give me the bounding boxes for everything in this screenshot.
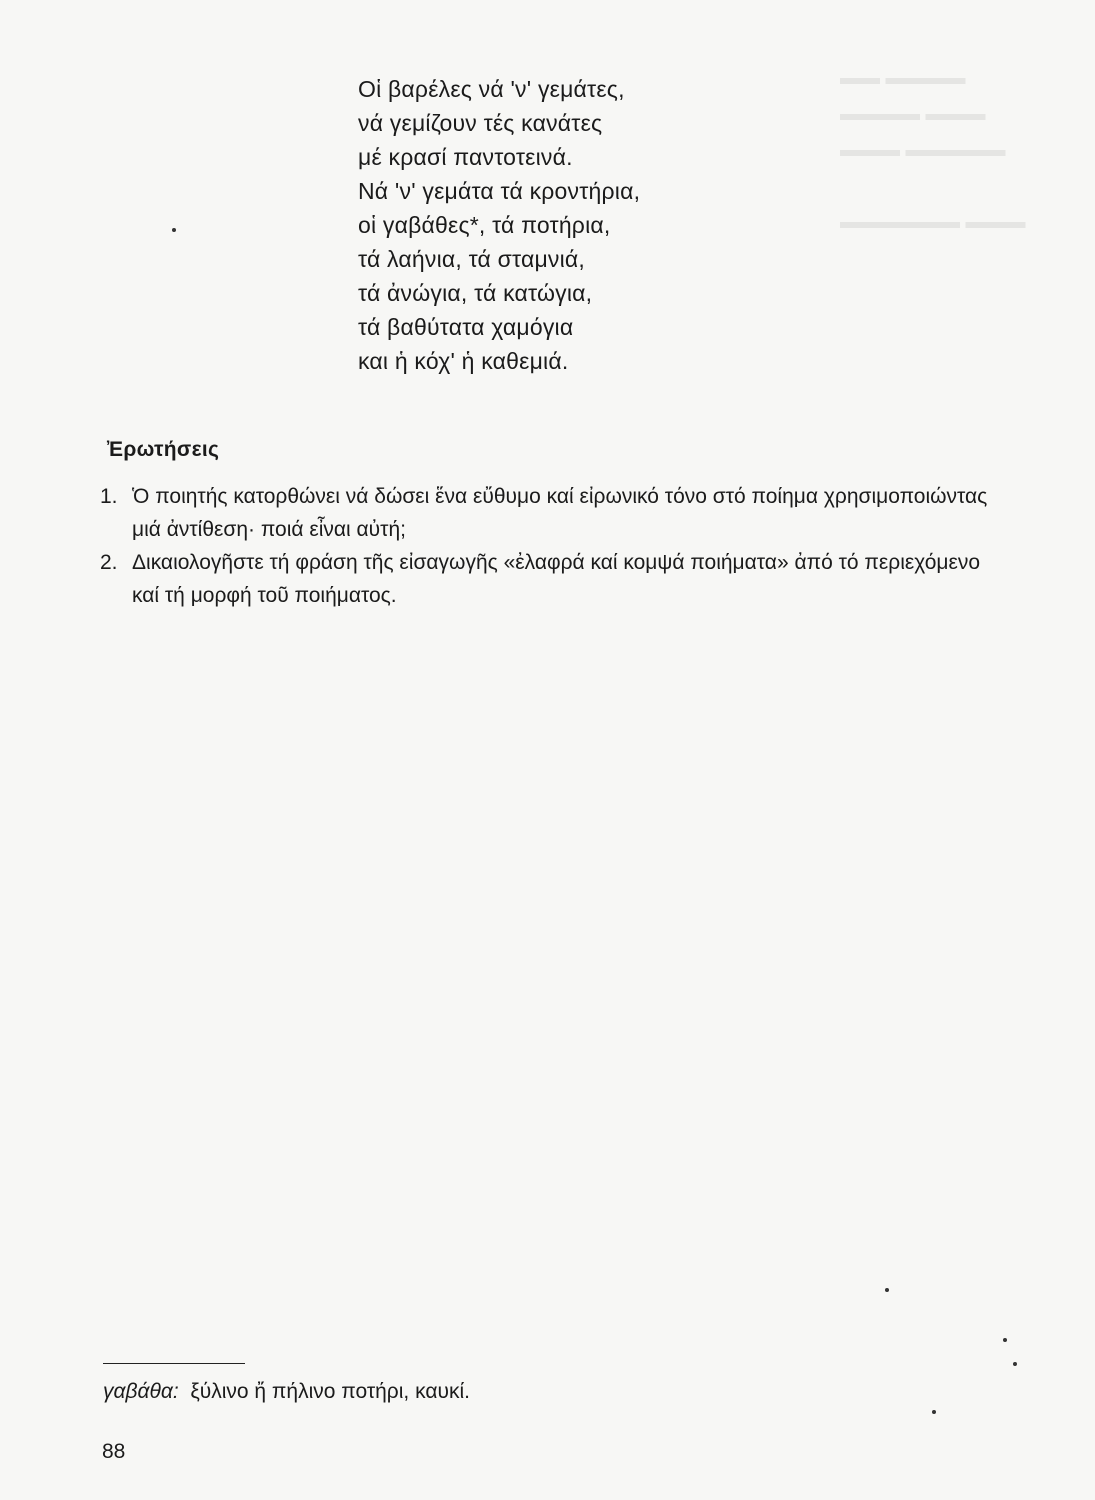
question-text: Ὁ ποιητής κατορθώνει νά δώσει ἕνα εὔθυμο καί εἰρωνικό τόνο στό ποίημα χρησιμοποιώντας μιά ἀντίθεση· ποιά εἶναι αὐτή;: [132, 485, 988, 541]
poem-line: και ἡ κόχ' ἡ καθεμιά.: [358, 348, 569, 374]
scan-speck: [1013, 1362, 1017, 1366]
footnote-term: γαβάθα:: [103, 1380, 179, 1403]
poem-line: οἱ γαβάθες*, τά ποτήρια,: [358, 212, 611, 238]
poem-line: Οἱ βαρέλες νά 'ν' γεμάτες,: [358, 76, 625, 102]
question-number: 1.: [100, 485, 118, 508]
poem-line: νά γεμίζουν τές κανάτες: [358, 110, 603, 136]
poem-line: τά βαθύτατα χαμόγια: [358, 314, 574, 340]
poem-line: τά λαήνια, τά σταμνιά,: [358, 246, 586, 272]
question-item: [100, 480, 1000, 546]
question-text: Δικαιολογῆστε τή φράση τῆς εἰσαγωγῆς «ἐλαφρά καί κομψά ποιήματα» ἀπό τό περιεχόμενο καί τή μορφή τοῦ ποιήματος.: [132, 551, 981, 607]
poem-line: Νά 'ν' γεμάτα τά κροντήρια,: [358, 178, 641, 204]
poem: [358, 72, 640, 378]
scan-speck: [172, 228, 176, 232]
footnote-definition: ξύλινο ἤ πήλινο ποτήρι, καυκί.: [190, 1380, 470, 1403]
scan-speck: [1003, 1338, 1007, 1342]
poem-line: τά ἀνώγια, τά κατώγια,: [358, 280, 593, 306]
scan-speck: [932, 1410, 936, 1414]
footnote: [103, 1380, 470, 1404]
question-item: [100, 546, 1000, 612]
scan-speck: [885, 1288, 889, 1292]
question-number: 2.: [100, 551, 118, 574]
poem-line: μέ κρασί παντοτεινά.: [358, 144, 573, 170]
footnote-divider: [103, 1363, 245, 1364]
questions-list: [100, 480, 1000, 612]
reverse-side-bleed: ▬▬ ▬▬▬▬ ▬▬▬▬ ▬▬▬ ▬▬▬ ▬▬▬▬▬ ▬▬▬▬▬▬ ▬▬▬: [840, 67, 1026, 233]
page-number: 88: [102, 1440, 126, 1463]
questions-heading: Ἐρωτήσεις: [107, 438, 220, 461]
